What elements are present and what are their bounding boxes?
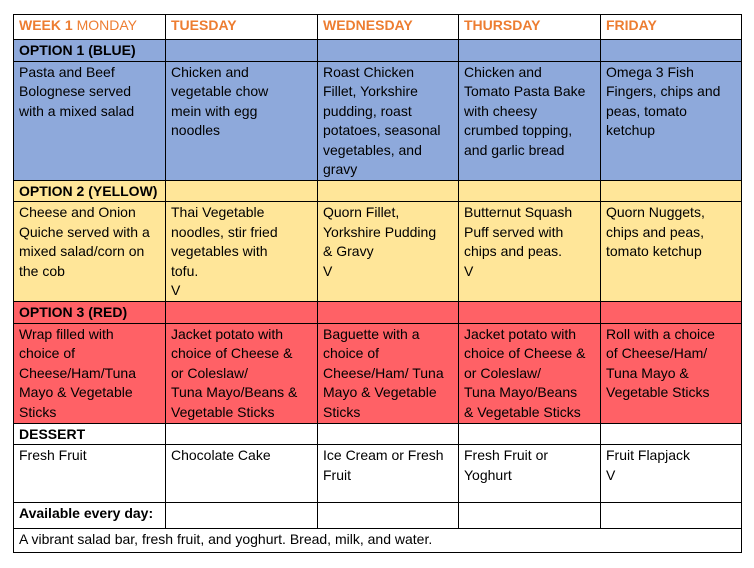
- monday-label: MONDAY: [76, 17, 137, 33]
- header-wednesday: WEDNESDAY: [318, 15, 459, 40]
- empty-cell: [459, 503, 601, 529]
- option2-label-row: [14, 180, 742, 202]
- option2-wednesday: Quorn Fillet, Yorkshire Pudding & Gravy V: [318, 202, 459, 302]
- option2-meals-row: [14, 202, 742, 302]
- option3-label: OPTION 3 (RED): [14, 302, 166, 324]
- empty-cell: [459, 302, 601, 324]
- dessert-monday: Fresh Fruit: [14, 445, 166, 503]
- empty-cell: [166, 302, 318, 324]
- option3-thursday: Jacket potato with choice of Cheese & or Coleslaw/ Tuna Mayo/Beans & Vegetable Sticks: [459, 323, 601, 423]
- header-tuesday: TUESDAY: [166, 15, 318, 40]
- empty-cell: [166, 180, 318, 202]
- option3-label-row: [14, 302, 742, 324]
- option1-label-row: [14, 40, 742, 62]
- empty-cell: [601, 423, 742, 445]
- option3-friday: Roll with a choice of Cheese/Ham/ Tuna Mayo & Vegetable Sticks: [601, 323, 742, 423]
- option2-monday: Cheese and Onion Quiche served with a mixed salad/corn on the cob: [14, 202, 166, 302]
- week-label: WEEK 1: [19, 17, 73, 33]
- option3-tuesday: Jacket potato with choice of Cheese & or Coleslaw/ Tuna Mayo/Beans & Vegetable Sticks: [166, 323, 318, 423]
- option1-tuesday: Chicken and vegetable chow mein with egg noodles: [166, 61, 318, 180]
- available-label: Available every day:: [14, 503, 166, 529]
- dessert-label: DESSERT: [14, 423, 166, 445]
- empty-cell: [318, 423, 459, 445]
- header-monday: [14, 15, 166, 40]
- menu-container: [13, 14, 742, 553]
- empty-cell: [318, 302, 459, 324]
- option3-meals-row: [14, 323, 742, 423]
- header-thursday: THURSDAY: [459, 15, 601, 40]
- option1-wednesday: Roast Chicken Fillet, Yorkshire pudding, roast potatoes, seasonal vegetables, and gravy: [318, 61, 459, 180]
- option2-friday: Quorn Nuggets, chips and peas, tomato ketchup: [601, 202, 742, 302]
- option1-meals-row: [14, 61, 742, 180]
- dessert-wednesday: Ice Cream or Fresh Fruit: [318, 445, 459, 503]
- option3-wednesday: Baguette with a choice of Cheese/Ham/ Tuna Mayo & Vegetable Sticks: [318, 323, 459, 423]
- available-label-row: [14, 503, 742, 529]
- empty-cell: [601, 40, 742, 62]
- empty-cell: [601, 302, 742, 324]
- empty-cell: [318, 40, 459, 62]
- empty-cell: [601, 503, 742, 529]
- option2-label: OPTION 2 (YELLOW): [14, 180, 166, 202]
- weekly-menu-table: [13, 14, 742, 553]
- empty-cell: [601, 180, 742, 202]
- option1-label: OPTION 1 (BLUE): [14, 40, 166, 62]
- empty-cell: [166, 40, 318, 62]
- empty-cell: [459, 180, 601, 202]
- option1-thursday: Chicken and Tomato Pasta Bake with cheesy crumbed topping, and garlic bread: [459, 61, 601, 180]
- option1-monday: Pasta and Beef Bolognese served with a mixed salad: [14, 61, 166, 180]
- option3-monday: Wrap filled with choice of Cheese/Ham/Tuna Mayo & Vegetable Sticks: [14, 323, 166, 423]
- empty-cell: [318, 180, 459, 202]
- dessert-thursday: Fresh Fruit or Yoghurt: [459, 445, 601, 503]
- option2-tuesday: Thai Vegetable noodles, stir fried vegetables with tofu. V: [166, 202, 318, 302]
- dessert-row: [14, 445, 742, 503]
- available-note: A vibrant salad bar, fresh fruit, and yoghurt. Bread, milk, and water.: [14, 529, 742, 553]
- dessert-label-row: [14, 423, 742, 445]
- option2-thursday: Butternut Squash Puff served with chips and peas. V: [459, 202, 601, 302]
- day-header-row: [14, 15, 742, 40]
- empty-cell: [166, 503, 318, 529]
- empty-cell: [166, 423, 318, 445]
- option1-friday: Omega 3 Fish Fingers, chips and peas, tomato ketchup: [601, 61, 742, 180]
- header-friday: FRIDAY: [601, 15, 742, 40]
- available-note-row: [14, 529, 742, 553]
- empty-cell: [459, 40, 601, 62]
- empty-cell: [459, 423, 601, 445]
- empty-cell: [318, 503, 459, 529]
- dessert-friday: Fruit Flapjack V: [601, 445, 742, 503]
- dessert-tuesday: Chocolate Cake: [166, 445, 318, 503]
